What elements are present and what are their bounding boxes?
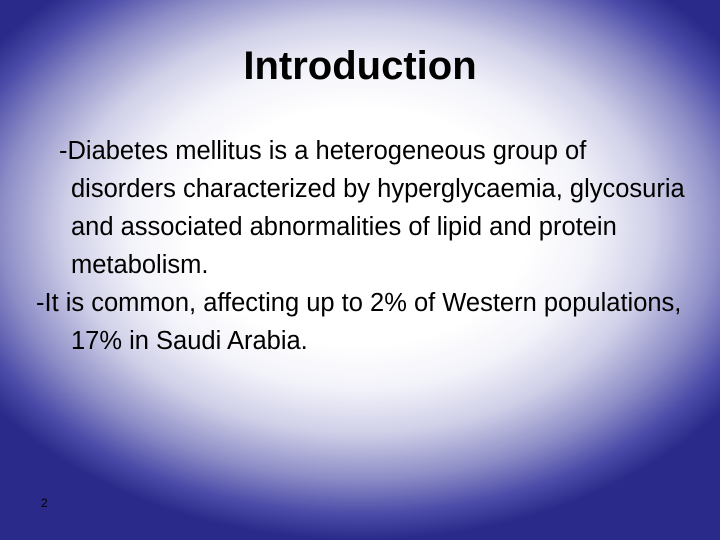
paragraph-prevalence: -It is common, affecting up to 2% of Western populations, 17% in Saudi Arabia.: [36, 289, 682, 355]
page-number: 2: [41, 496, 48, 510]
paragraph-diabetes-definition: -Diabetes mellitus is a heterogeneous group of disorders characterized by hyperglycaemia, glycosuria and associated abnormalities of lipid and protein metabolism.: [59, 137, 685, 279]
slide-title: Introduction: [243, 44, 477, 88]
slide-body: [0, 132, 720, 360]
